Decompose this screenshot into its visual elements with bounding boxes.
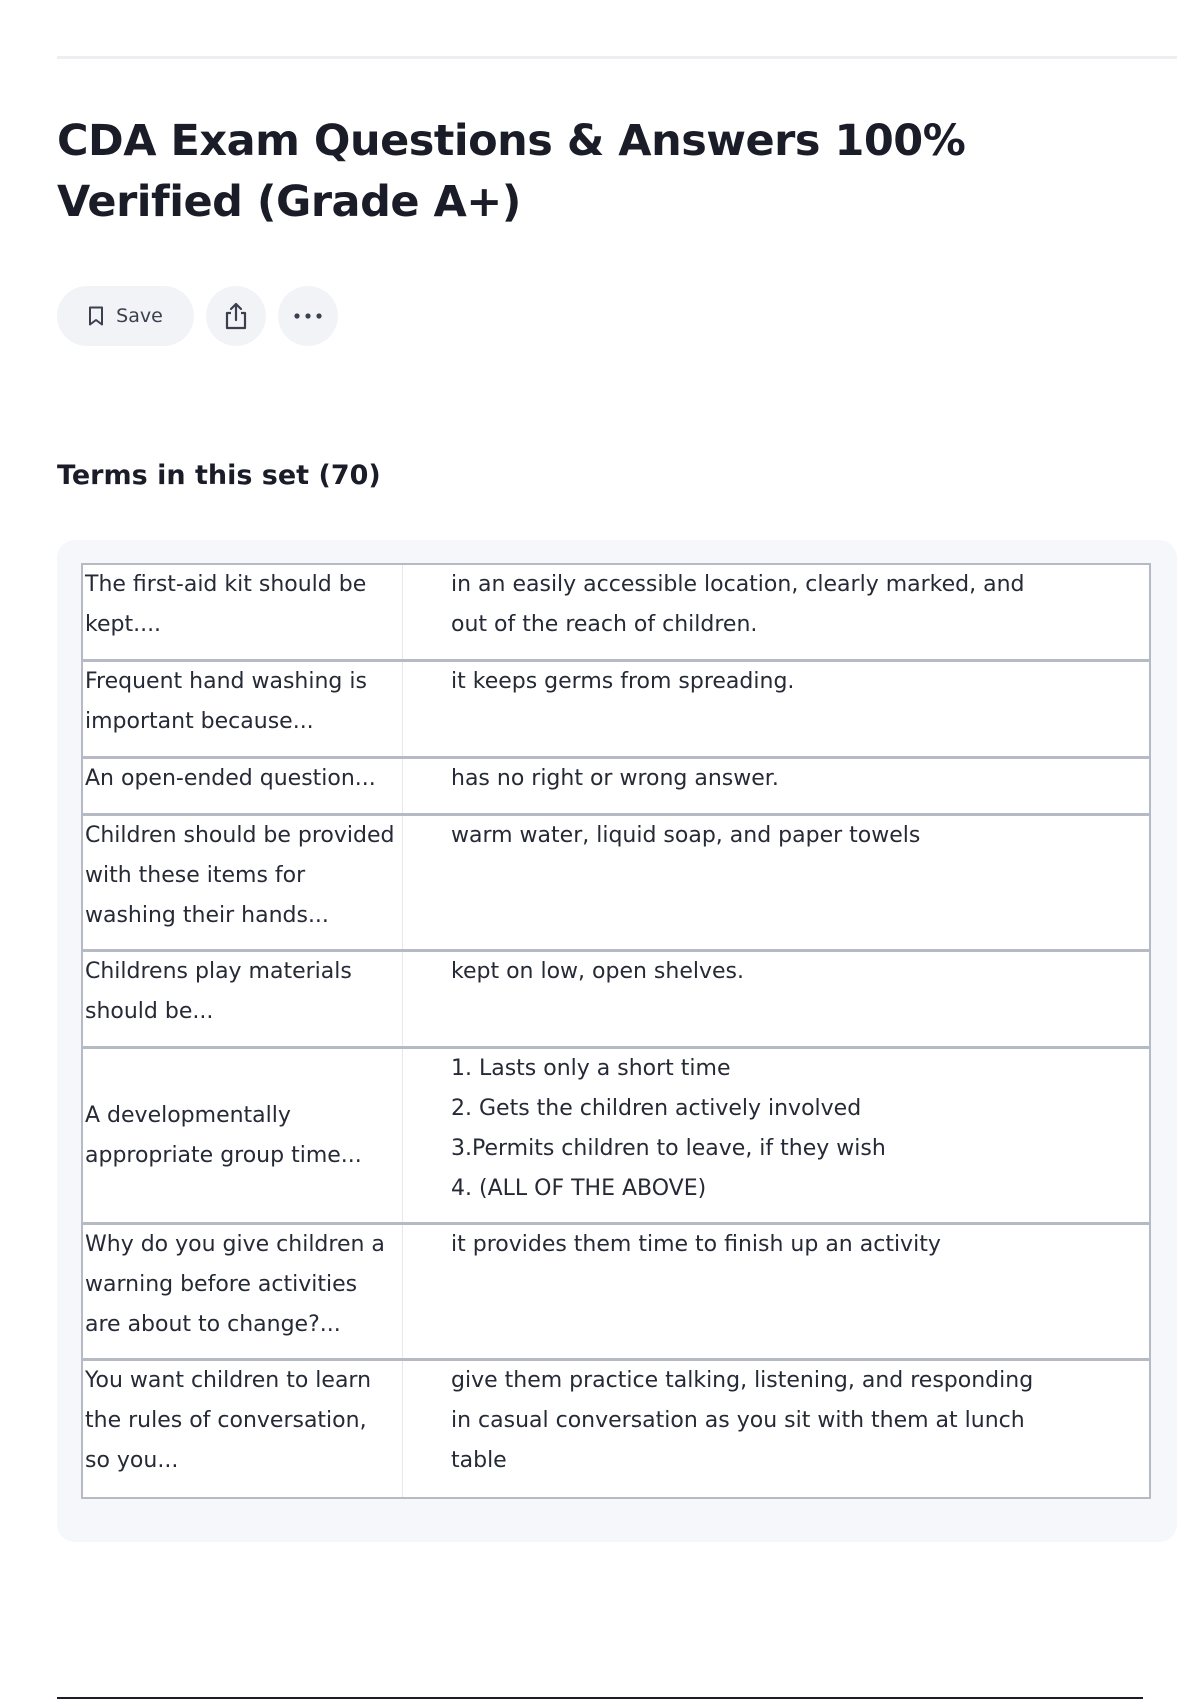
share-button[interactable] <box>206 286 266 346</box>
share-icon <box>223 302 249 330</box>
term-text: Why do you give children a warning before activities are about to change?... <box>83 1225 403 1358</box>
action-bar <box>57 286 338 346</box>
term-row <box>83 816 1149 952</box>
definition-line: 2. Gets the children actively involved <box>451 1096 862 1121</box>
bottom-divider <box>57 1697 1143 1699</box>
terms-panel <box>57 540 1177 1542</box>
term-text: Childrens play materials should be... <box>83 952 403 1046</box>
term-text: An open-ended question... <box>83 759 403 813</box>
save-button-label: Save <box>116 305 163 327</box>
bookmark-icon <box>88 306 104 326</box>
term-text: You want children to learn the rules of conversation, so you... <box>83 1361 403 1497</box>
definition-line: has no right or wrong answer. <box>451 766 779 791</box>
definition-line: warm water, liquid soap, and paper towels <box>451 823 921 848</box>
definition-text <box>403 1049 1149 1222</box>
definition-line: 3.Permits children to leave, if they wish <box>451 1136 886 1161</box>
definition-text <box>403 1361 1149 1497</box>
definition-text <box>403 952 1149 1046</box>
definition-line: 1. Lasts only a short time <box>451 1056 731 1081</box>
definition-line: in an easily accessible location, clearly marked, and <box>451 572 1025 597</box>
term-row <box>83 759 1149 816</box>
term-text: Children should be provided with these items for washing their hands... <box>83 816 403 949</box>
definition-text <box>403 662 1149 756</box>
save-button[interactable] <box>57 286 194 346</box>
term-text: Frequent hand washing is important because... <box>83 662 403 756</box>
definition-line: give them practice talking, listening, and responding <box>451 1368 1034 1393</box>
terms-heading: Terms in this set (70) <box>57 460 381 491</box>
more-options-button[interactable] <box>278 286 338 346</box>
terms-table <box>81 563 1151 1499</box>
term-row <box>83 565 1149 662</box>
definition-line: it keeps germs from spreading. <box>451 669 795 694</box>
term-row <box>83 1225 1149 1361</box>
definition-text <box>403 565 1149 659</box>
definition-text <box>403 1225 1149 1358</box>
definition-line: out of the reach of children. <box>451 612 758 637</box>
term-row <box>83 662 1149 759</box>
definition-line: kept on low, open shelves. <box>451 959 744 984</box>
definition-line: in casual conversation as you sit with them at lunch <box>451 1408 1025 1433</box>
term-row <box>83 952 1149 1049</box>
definition-text <box>403 759 1149 813</box>
term-text: The first-aid kit should be kept.... <box>83 565 403 659</box>
more-options-icon <box>294 313 322 319</box>
definition-line: 4. (ALL OF THE ABOVE) <box>451 1176 707 1201</box>
term-text: A developmentally appropriate group time... <box>83 1049 403 1222</box>
term-row <box>83 1049 1149 1225</box>
top-divider <box>57 56 1177 59</box>
term-row <box>83 1361 1149 1497</box>
definition-line: table <box>451 1448 507 1473</box>
page-title: CDA Exam Questions & Answers 100% Verified (Grade A+) <box>57 116 966 227</box>
definition-text <box>403 816 1149 949</box>
definition-line: it provides them time to finish up an activity <box>451 1232 941 1257</box>
